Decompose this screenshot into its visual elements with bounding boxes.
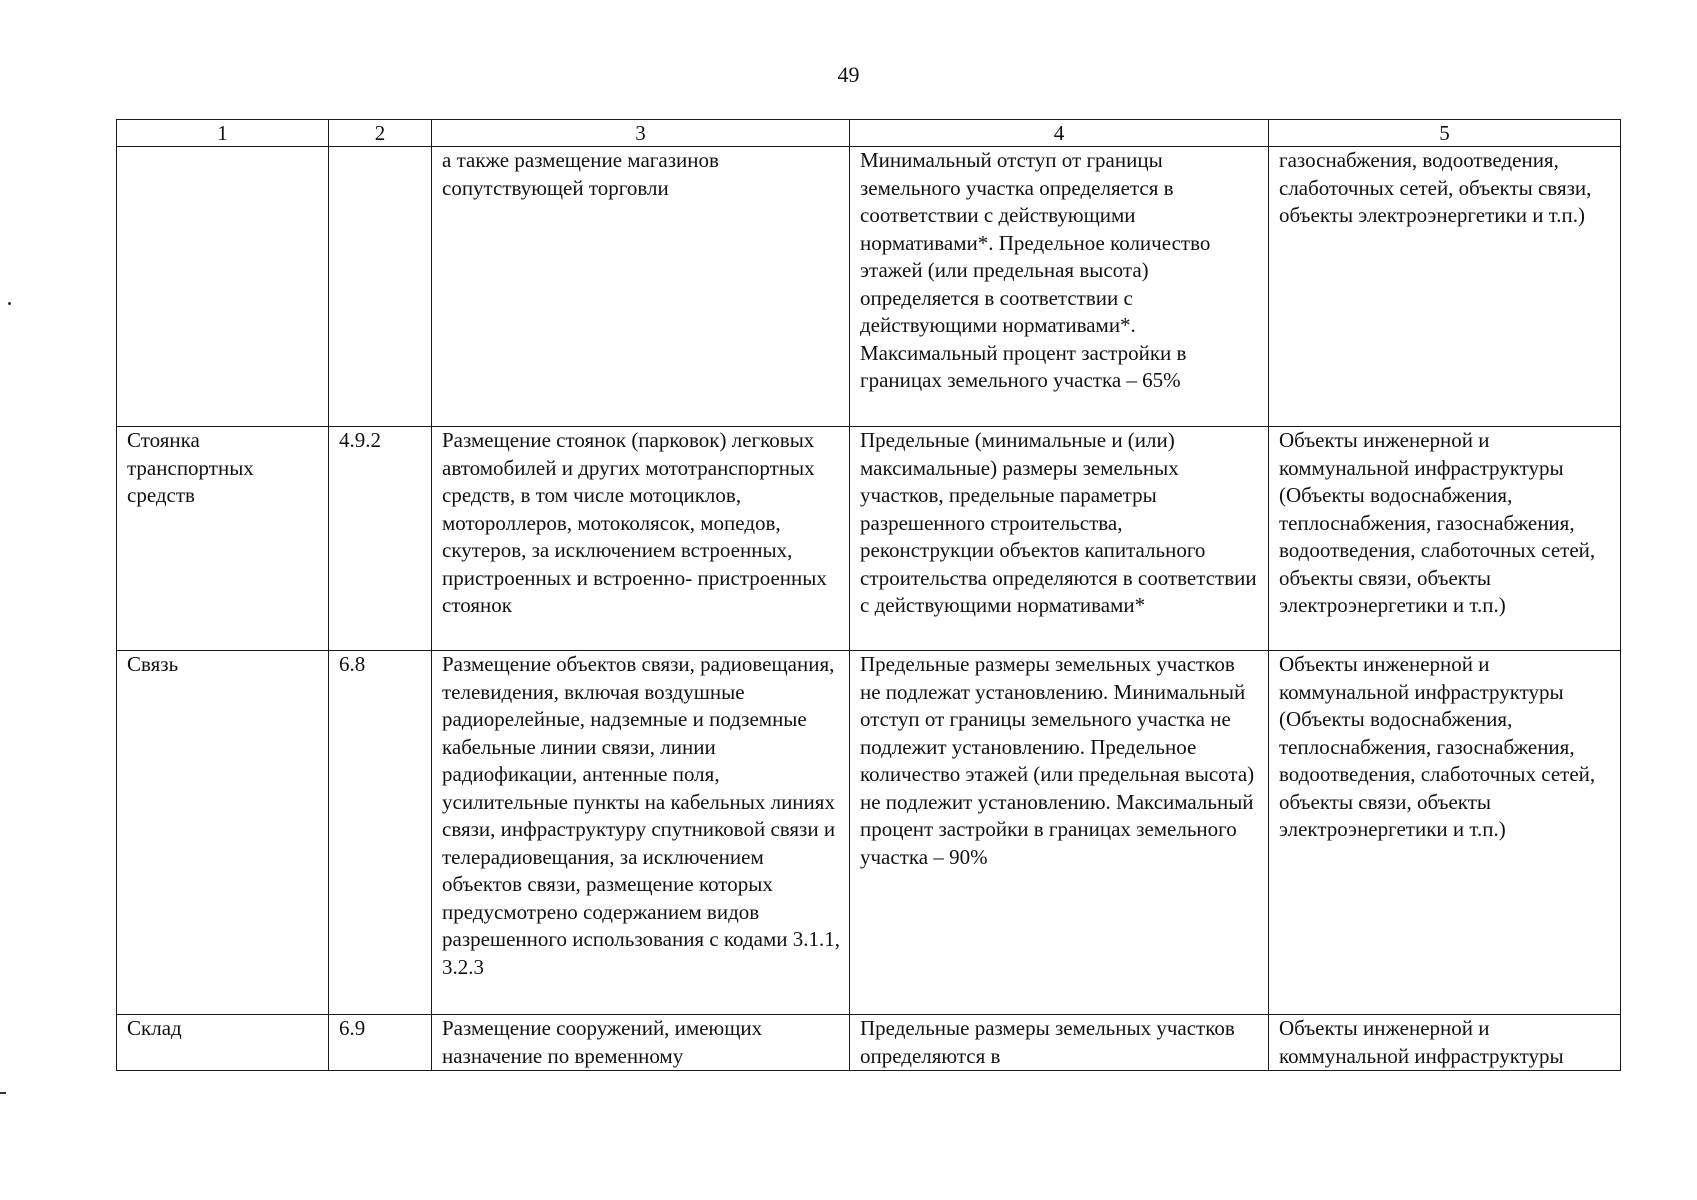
regulations-table: [116, 119, 1621, 1071]
use-name-cell: Стоянка транспортных средств: [117, 427, 329, 651]
auxiliary-cell: Объекты инженерной и коммунальной инфраструктуры: [1269, 1015, 1621, 1071]
use-name-cell: Склад: [117, 1015, 329, 1071]
description-cell: Размещение сооружений, имеющих назначение по временному: [432, 1015, 850, 1071]
parameters-cell: Предельные размеры земельных участков не подлежат установлению. Минимальный отступ от границы земельного участка не подлежит установлению. Предельное количество этажей (или предельная высота) не подлежит установлению. Максимальный процент застройки в границах земельного участка – 90%: [850, 651, 1269, 1015]
use-code-cell: [329, 147, 432, 427]
use-code-cell: 6.8: [329, 651, 432, 1015]
table-row: [117, 1015, 1621, 1071]
column-header-2: 2: [329, 120, 432, 147]
table-row: [117, 651, 1621, 1015]
description-cell: Размещение объектов связи, радиовещания, телевидения, включая воздушные радиорелейные, надземные и подземные кабельные линии связи, линии радиофикации, антенные поля, усилительные пункты на кабельных линиях связи, инфраструктуру спутниковой связи и телерадиовещания, за исключением объектов связи, размещение которых предусмотрено содержанием видов разрешенного использования с кодами 3.1.1, 3.2.3: [432, 651, 850, 1015]
parameters-cell: Предельные размеры земельных участков определяются в: [850, 1015, 1269, 1071]
table-row: [117, 427, 1621, 651]
description-cell: а также размещение магазинов сопутствующей торговли: [432, 147, 850, 427]
auxiliary-cell: Объекты инженерной и коммунальной инфраструктуры (Объекты водоснабжения, теплоснабжения, газоснабжения, водоотведения, слаботочных сетей, объекты связи, объекты электроэнергетики и т.п.): [1269, 427, 1621, 651]
column-header-5: 5: [1269, 120, 1621, 147]
use-name-cell: [117, 147, 329, 427]
table-row: [117, 147, 1621, 427]
auxiliary-cell: газоснабжения, водоотведения, слаботочных сетей, объекты связи, объекты электроэнергетики и т.п.): [1269, 147, 1621, 427]
header-row: [117, 120, 1621, 147]
scan-dot: [8, 302, 11, 305]
column-header-4: 4: [850, 120, 1269, 147]
parameters-cell: Минимальный отступ от границы земельного участка определяется в соответствии с действующими нормативами*. Предельное количество этажей (или предельная высота) определяется в соответствии с действующими нормативами*. Максимальный процент застройки в границах земельного участка – 65%: [850, 147, 1269, 427]
description-cell: Размещение стоянок (парковок) легковых автомобилей и других мототранспортных средств, в том числе мотоциклов, мотороллеров, мотоколясок, мопедов, скутеров, за исключением встроенных, пристроенных и встроенно- пристроенных стоянок: [432, 427, 850, 651]
use-name-cell: Связь: [117, 651, 329, 1015]
scan-dash: [0, 1092, 6, 1094]
page-number: 49: [837, 62, 860, 87]
use-code-cell: 4.9.2: [329, 427, 432, 651]
use-code-cell: 6.9: [329, 1015, 432, 1071]
auxiliary-cell: Объекты инженерной и коммунальной инфраструктуры (Объекты водоснабжения, теплоснабжения, газоснабжения, водоотведения, слаботочных сетей, объекты связи, объекты электроэнергетики и т.п.): [1269, 651, 1621, 1015]
column-header-1: 1: [117, 120, 329, 147]
column-header-3: 3: [432, 120, 850, 147]
parameters-cell: Предельные (минимальные и (или) максимальные) размеры земельных участков, предельные параметры разрешенного строительства, реконструкции объектов капитального строительства определяются в соответствии с действующими нормативами*: [850, 427, 1269, 651]
